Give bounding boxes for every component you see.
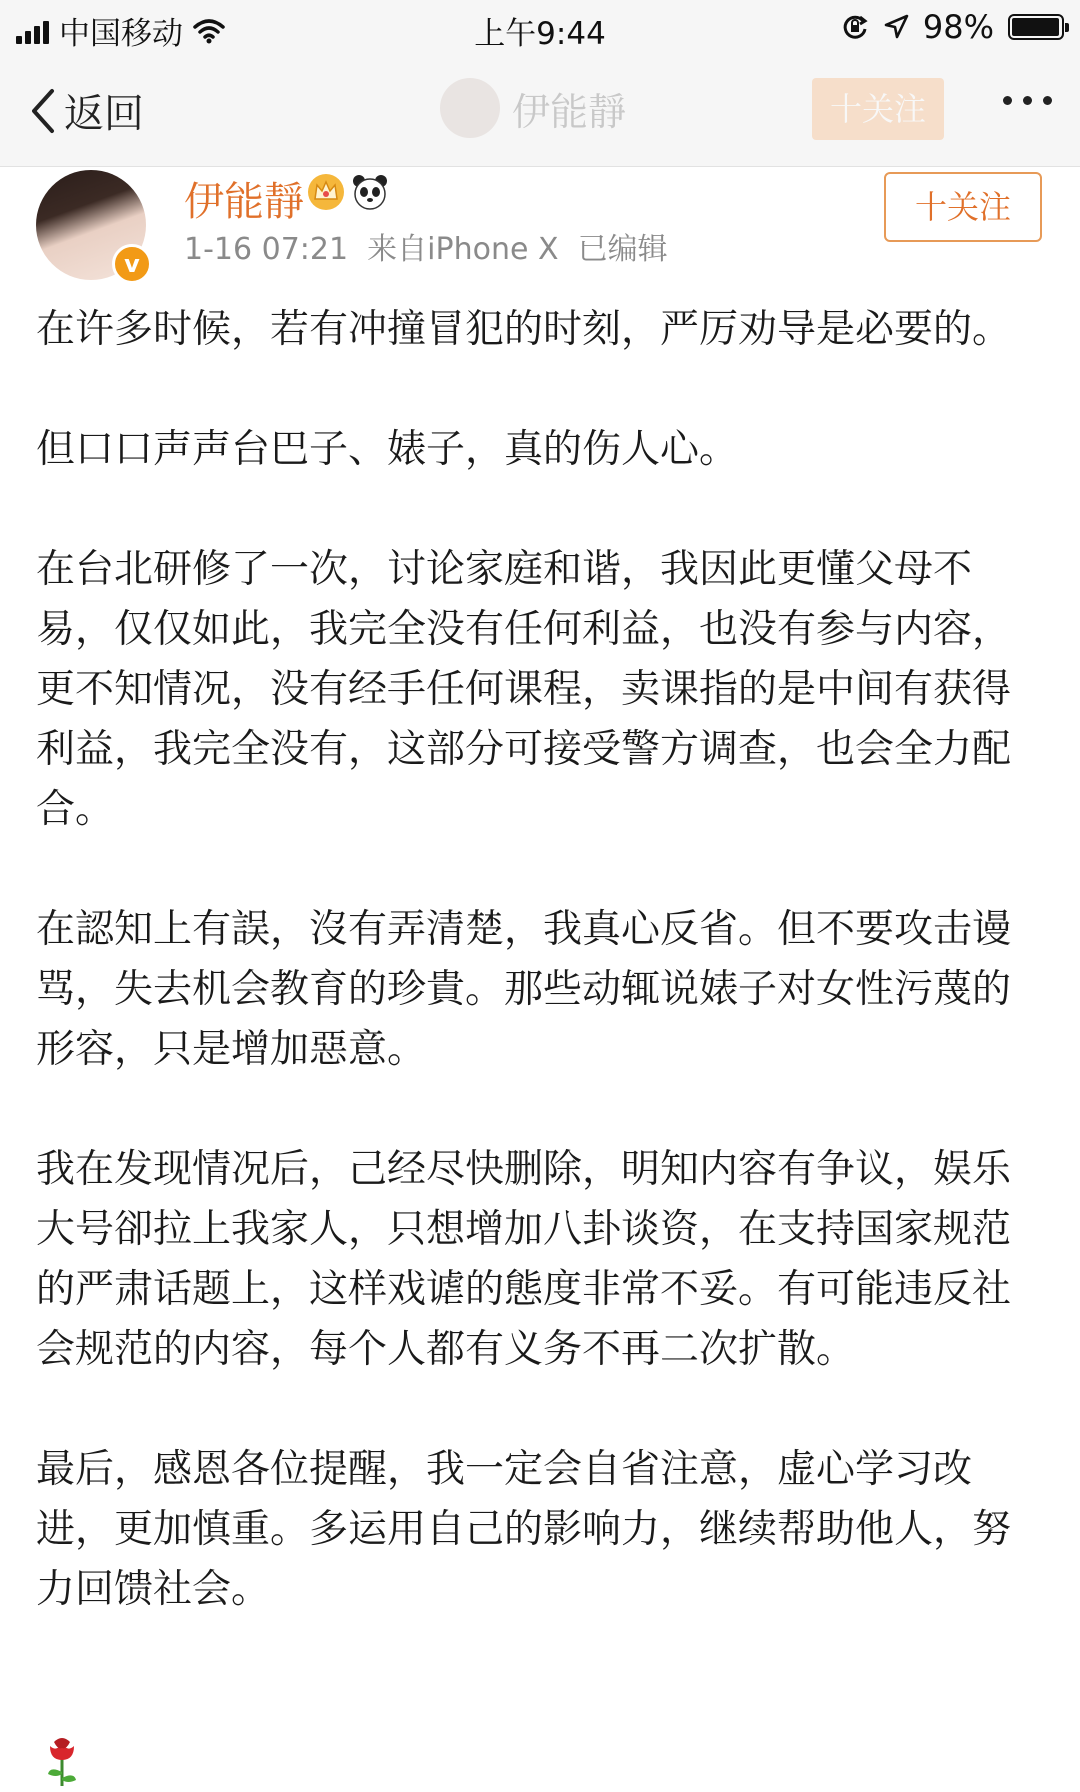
orientation-lock-icon xyxy=(841,13,869,41)
nav-avatar xyxy=(440,78,500,138)
more-options-icon[interactable] xyxy=(1003,96,1052,105)
author-avatar-wrap[interactable] xyxy=(36,170,146,280)
post-timestamp: 1-16 07:21 xyxy=(184,232,349,267)
status-time: 上午9:44 xyxy=(474,16,606,52)
post-paragraph: 我在发现情况后，己经尽快删除，明知内容有争议，娱乐大号卻拉上我家人，只想增加八卦谈资，在支持国家规范的严肃话题上，这样戏谑的態度非常不妥。有可能违反社会规范的内容，每个人都有义务不再二次扩散。 xyxy=(36,1147,1012,1372)
chevron-left-icon xyxy=(28,87,58,135)
post-paragraph: 在認知上有誤，沒有弄清楚，我真心反省。但不要攻击谩骂，失去机会教育的珍貴。那些动辄说婊子对女性污蔑的形容，只是增加惡意。 xyxy=(36,907,1012,1072)
back-label: 返回 xyxy=(64,91,144,137)
panda-icon xyxy=(350,172,390,212)
author-name[interactable]: 伊能靜 xyxy=(184,179,304,225)
back-button[interactable] xyxy=(28,82,144,139)
crown-icon xyxy=(306,172,346,212)
post-paragraph: 最后，感恩各位提醒，我一定会自省注意，虚心学习改进，更加慎重。多运用自己的影响力，继续帮助他人，努力回馈社会。 xyxy=(36,1447,1012,1612)
battery-level-fill xyxy=(1012,18,1059,36)
verified-badge-icon: v xyxy=(112,244,152,284)
post-body xyxy=(36,300,1046,1680)
rose-emoji-icon xyxy=(42,1736,82,1788)
nav-profile-faded xyxy=(440,78,626,138)
nav-title: 伊能靜 xyxy=(512,89,627,134)
nav-bar xyxy=(0,56,1080,167)
location-arrow-icon xyxy=(883,14,909,40)
post-source[interactable]: 来自iPhone X xyxy=(367,232,559,267)
post-paragraph: 在台北研修了一次，讨论家庭和谐，我因此更懂父母不易，仅仅如此，我完全没有任何利益，也没有参与内容，更不知情况，没有经手任何课程，卖课指的是中间有获得利益，我完全没有，这部分可接受警方调查，也会全力配合。 xyxy=(36,547,1012,832)
status-bar-right xyxy=(841,8,1064,46)
status-bar xyxy=(0,0,1080,56)
nav-follow-button[interactable]: 十关注 xyxy=(812,78,944,140)
post-paragraph: 在许多时候，若有冲撞冒犯的时刻，严厉劝导是必要的。 xyxy=(36,307,1012,352)
follow-button[interactable]: 十关注 xyxy=(884,172,1042,242)
post-meta xyxy=(184,224,668,268)
carrier-name: 中国移动 xyxy=(59,16,183,52)
post-edited-label[interactable]: 已编辑 xyxy=(577,232,668,267)
battery-percent: 98% xyxy=(922,8,994,46)
post-paragraph: 但口口声声台巴子、婊子，真的伤人心。 xyxy=(36,427,739,472)
battery-icon xyxy=(1008,14,1064,40)
